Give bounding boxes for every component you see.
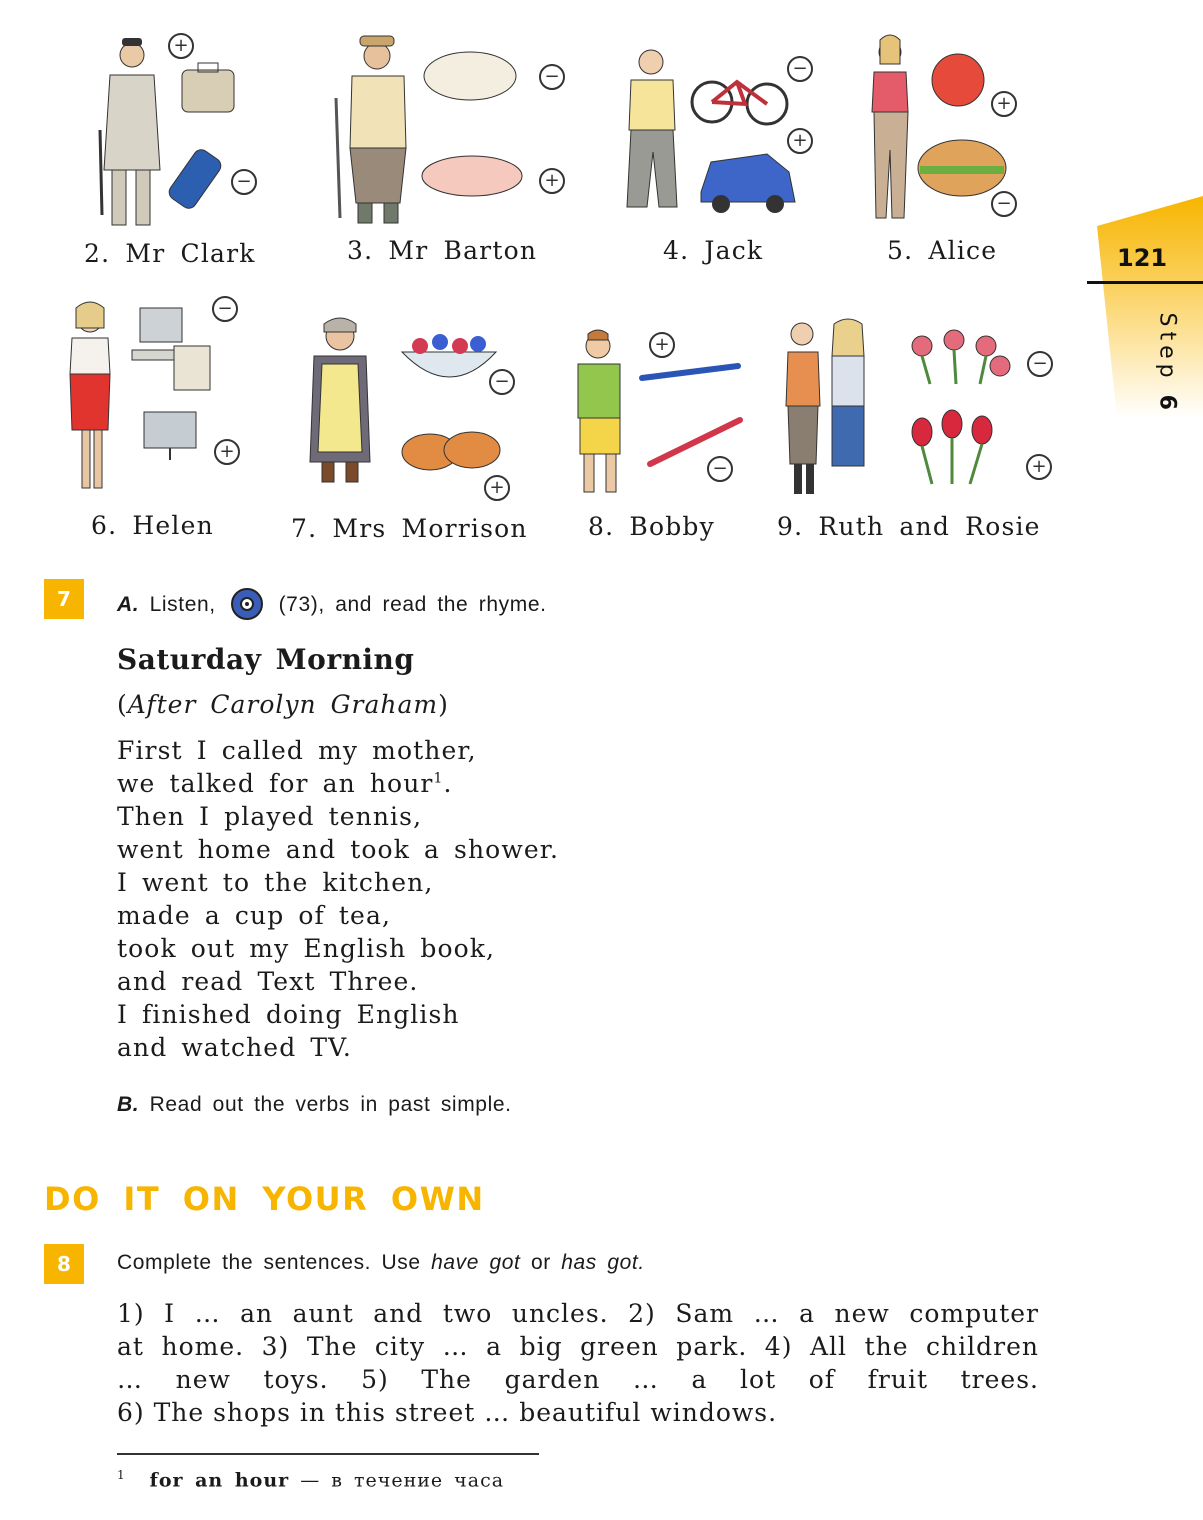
minus-mark: − <box>787 56 813 82</box>
poem-line: Then I played tennis, <box>117 802 423 831</box>
poem-line: went home and took a shower. <box>117 835 560 864</box>
poem-line: First I called my mother, <box>117 736 477 765</box>
poem-line: I finished doing English <box>117 1000 460 1029</box>
poem-author: (After Carolyn Graham) <box>117 690 449 719</box>
exercise-8-text-line: … new toys. 5) The garden … a lot of fruit trees. <box>117 1365 1039 1394</box>
page-tab <box>1097 196 1203 418</box>
footnote-ref: 1 <box>433 770 444 787</box>
minus-mark: − <box>231 169 257 195</box>
picture-helen <box>62 298 222 498</box>
plus-mark: + <box>1026 454 1052 480</box>
plus-mark: + <box>787 128 813 154</box>
exercise-8-text-line: at home. 3) The city … a big green park. 4) All the children <box>117 1332 1039 1361</box>
picture-alice <box>862 30 1012 225</box>
caption-mr-clark: 2. Mr Clark <box>84 239 256 268</box>
minus-mark: − <box>1027 351 1053 377</box>
poem-line: we talked for an hour$^1$. <box>117 769 453 798</box>
plus-mark: + <box>214 439 240 465</box>
caption-ruth-and-rosie: 9. Ruth and Rosie <box>777 512 1041 541</box>
poem-title: Saturday Morning <box>117 643 415 676</box>
caption-helen: 6. Helen <box>91 511 214 540</box>
minus-mark: − <box>991 191 1017 217</box>
poem-line: and watched TV. <box>117 1033 352 1062</box>
plus-mark: + <box>991 91 1017 117</box>
minus-mark: − <box>212 296 238 322</box>
caption-mrs-morrison: 7. Mrs Morrison <box>291 514 528 543</box>
footnote-rule <box>117 1453 539 1455</box>
picture-ruth-and-rosie <box>772 316 1032 501</box>
exercise-7a-instruction: A. Listen, (73), and read the rhyme. <box>117 587 547 621</box>
minus-mark: − <box>489 369 515 395</box>
picture-mrs-morrison <box>300 312 515 497</box>
poem-line: and read Text Three. <box>117 967 419 996</box>
caption-alice: 5. Alice <box>887 236 998 265</box>
exercise-8-text-line: 6) The shops in this street … beautiful windows. <box>117 1398 778 1427</box>
exercise-8-text-line: 1) I … an aunt and two uncles. 2) Sam … a new computer <box>117 1299 1039 1328</box>
footnote: $^1$ for an hour — в течение часа <box>117 1468 505 1492</box>
plus-mark: + <box>649 332 675 358</box>
picture-mr-clark <box>80 30 270 235</box>
plus-mark: + <box>539 168 565 194</box>
step-label: Step 6 <box>1154 312 1180 415</box>
caption-bobby: 8. Bobby <box>588 512 715 541</box>
caption-mr-barton: 3. Mr Barton <box>347 236 538 265</box>
exercise-8-badge: 8 <box>44 1244 84 1284</box>
section-title: DO IT ON YOUR OWN <box>44 1180 485 1218</box>
poem-line: made a cup of tea, <box>117 901 392 930</box>
caption-jack: 4. Jack <box>663 236 764 265</box>
picture-mr-barton <box>322 28 537 233</box>
page-number: 121 <box>1117 244 1168 272</box>
poem-line: took out my English book, <box>117 934 496 963</box>
audio-disc-icon[interactable] <box>230 587 264 621</box>
picture-jack <box>617 42 812 222</box>
poem-line: I went to the kitchen, <box>117 868 434 897</box>
page-tab-divider <box>1087 281 1203 284</box>
plus-mark: + <box>168 33 194 59</box>
minus-mark: − <box>707 456 733 482</box>
exercise-7-badge: 7 <box>44 579 84 619</box>
minus-mark: − <box>539 64 565 90</box>
exercise-8-instruction: Complete the sentences. Use have got or has got. <box>117 1251 645 1274</box>
exercise-7b-instruction: B. Read out the verbs in past simple. <box>117 1093 512 1116</box>
plus-mark: + <box>484 475 510 501</box>
